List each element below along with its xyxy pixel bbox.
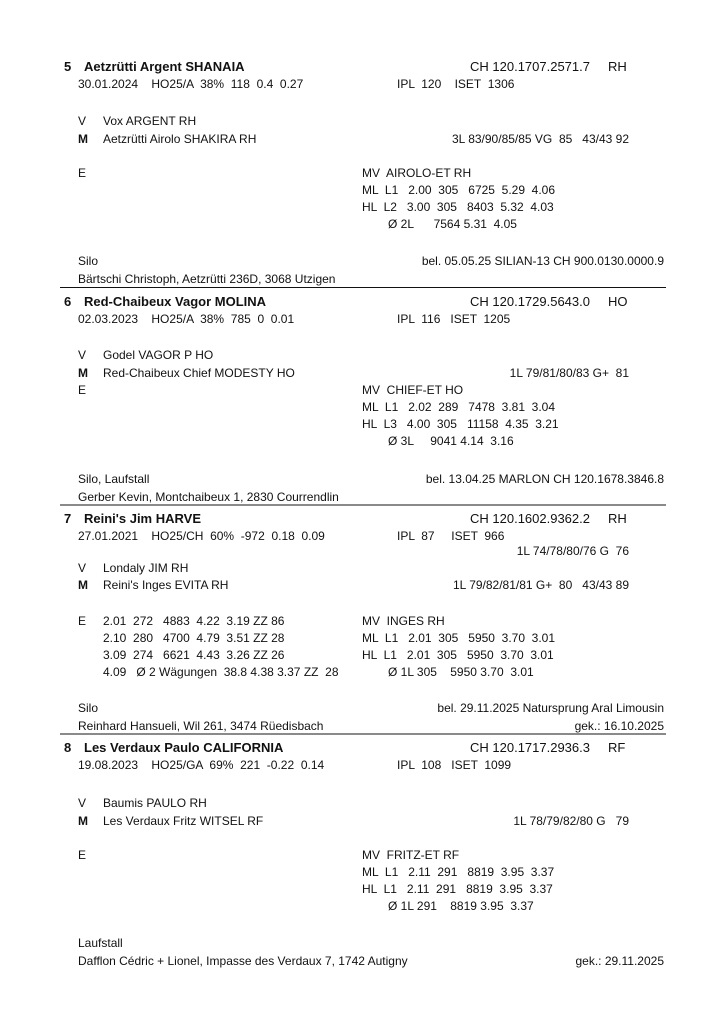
dam-label: M bbox=[78, 814, 88, 828]
sire-label: V bbox=[78, 114, 87, 128]
e-line: 4.09 Ø 2 Wägungen 38.8 4.38 3.37 ZZ 28 bbox=[103, 665, 339, 679]
animal-id: CH 120.1717.2936.3 bbox=[470, 740, 590, 755]
entry-number: 6 bbox=[64, 294, 72, 309]
dam-score: 1L 79/82/81/81 G+ 80 43/43 89 bbox=[452, 578, 629, 592]
dam-label: M bbox=[78, 132, 88, 146]
owner: Reinhard Hansueli, Wil 261, 3474 Rüedisbach bbox=[78, 719, 324, 733]
entry-separator bbox=[60, 287, 666, 288]
mv-line: MV INGES RH bbox=[362, 614, 445, 628]
housing: Silo bbox=[78, 701, 99, 715]
entry-separator bbox=[60, 733, 666, 735]
ml-line: ML L1 2.01 305 5950 3.70 3.01 bbox=[362, 631, 556, 645]
animal-id: CH 120.1707.2571.7 bbox=[470, 59, 590, 74]
dam-name: Aetzrütti Airolo SHAKIRA RH bbox=[103, 132, 257, 146]
housing: Silo, Laufstall bbox=[78, 472, 150, 486]
entry-number: 5 bbox=[64, 59, 72, 74]
entry-number: 8 bbox=[64, 740, 72, 755]
birth-info: 30.01.2024 HO25/A 38% 118 0.4 0.27 bbox=[78, 77, 304, 91]
e-label: E bbox=[78, 848, 87, 862]
animal-name: Red-Chaibeux Vagor MOLINA bbox=[84, 294, 267, 309]
mv-line: MV AIROLO-ET RH bbox=[362, 166, 472, 180]
housing: Silo bbox=[78, 254, 99, 268]
owner: Dafflon Cédric + Lionel, Impasse des Verdaux 7, 1742 Autigny bbox=[78, 954, 408, 968]
entry-number: 7 bbox=[64, 511, 72, 526]
ipl-iset: IPL 120 ISET 1306 bbox=[397, 77, 515, 91]
e-line: 2.01 272 4883 4.22 3.19 ZZ 86 bbox=[103, 614, 285, 628]
sire-label: V bbox=[78, 348, 87, 362]
own-score: 1L 74/78/80/76 G 76 bbox=[516, 544, 629, 558]
dam-score: 1L 78/79/82/80 G 79 bbox=[513, 814, 629, 828]
dam-label: M bbox=[78, 366, 88, 380]
ipl-iset: IPL 87 ISET 966 bbox=[397, 529, 505, 543]
average-line: Ø 3L 9041 4.14 3.16 bbox=[388, 434, 514, 448]
ml-line: ML L1 2.02 289 7478 3.81 3.04 bbox=[362, 400, 556, 414]
e-line: 2.10 280 4700 4.79 3.51 ZZ 28 bbox=[103, 631, 285, 645]
insemination: bel. 05.05.25 SILIAN-13 CH 900.0130.0000.9 bbox=[421, 254, 664, 268]
sire-name: Londaly JIM RH bbox=[103, 561, 189, 575]
dam-label: M bbox=[78, 578, 88, 592]
animal-id: CH 120.1729.5643.0 bbox=[470, 294, 590, 309]
ipl-iset: IPL 108 ISET 1099 bbox=[397, 758, 512, 772]
ml-line: ML L1 2.11 291 8819 3.95 3.37 bbox=[362, 865, 555, 879]
e-label: E bbox=[78, 614, 87, 628]
mv-line: MV CHIEF-ET HO bbox=[362, 383, 464, 397]
e-label: E bbox=[78, 383, 87, 397]
animal-id: CH 120.1602.9362.2 bbox=[470, 511, 590, 526]
insemination: bel. 13.04.25 MARLON CH 120.1678.3846.8 bbox=[425, 472, 664, 486]
sire-label: V bbox=[78, 561, 87, 575]
dam-name: Les Verdaux Fritz WITSEL RF bbox=[103, 814, 264, 828]
entry-separator bbox=[60, 504, 666, 506]
owner: Gerber Kevin, Montchaibeux 1, 2830 Courrendlin bbox=[78, 490, 339, 504]
birth-info: 19.08.2023 HO25/GA 69% 221 -0.22 0.14 bbox=[78, 758, 325, 772]
sire-name: Godel VAGOR P HO bbox=[103, 348, 214, 362]
sire-label: V bbox=[78, 796, 87, 810]
housing: Laufstall bbox=[78, 936, 123, 950]
breed: RF bbox=[608, 740, 626, 755]
average-line: Ø 1L 305 5950 3.70 3.01 bbox=[388, 665, 534, 679]
sire-name: Baumis PAULO RH bbox=[103, 796, 207, 810]
animal-name: Reini's Jim HARVE bbox=[84, 511, 201, 526]
animal-name: Aetzrütti Argent SHANAIA bbox=[84, 59, 245, 74]
birth-info: 02.03.2023 HO25/A 38% 785 0 0.01 bbox=[78, 312, 295, 326]
dam-score: 3L 83/90/85/85 VG 85 43/43 92 bbox=[451, 132, 629, 146]
birth-info: 27.01.2021 HO25/CH 60% -972 0.18 0.09 bbox=[78, 529, 325, 543]
insemination: bel. 29.11.2025 Natursprung Aral Limousin bbox=[437, 701, 664, 715]
breed: HO bbox=[608, 294, 628, 309]
dam-score: 1L 79/81/80/83 G+ 81 bbox=[509, 366, 629, 380]
hl-line: HL L3 4.00 305 11158 4.35 3.21 bbox=[362, 417, 559, 431]
purchase-date: gek.: 29.11.2025 bbox=[575, 954, 664, 968]
ipl-iset: IPL 116 ISET 1205 bbox=[397, 312, 511, 326]
ml-line: ML L1 2.00 305 6725 5.29 4.06 bbox=[362, 183, 556, 197]
purchase-date: gek.: 16.10.2025 bbox=[574, 719, 664, 733]
average-line: Ø 2L 7564 5.31 4.05 bbox=[388, 217, 517, 231]
e-line: 3.09 274 6621 4.43 3.26 ZZ 26 bbox=[103, 648, 285, 662]
breed: RH bbox=[608, 59, 627, 74]
dam-name: Reini's Inges EVITA RH bbox=[103, 578, 229, 592]
dam-name: Red-Chaibeux Chief MODESTY HO bbox=[103, 366, 295, 380]
hl-line: HL L1 2.01 305 5950 3.70 3.01 bbox=[362, 648, 554, 662]
breed: RH bbox=[608, 511, 627, 526]
hl-line: HL L2 3.00 305 8403 5.32 4.03 bbox=[362, 200, 554, 214]
animal-name: Les Verdaux Paulo CALIFORNIA bbox=[84, 740, 284, 755]
mv-line: MV FRITZ-ET RF bbox=[362, 848, 460, 862]
hl-line: HL L1 2.11 291 8819 3.95 3.37 bbox=[362, 882, 553, 896]
average-line: Ø 1L 291 8819 3.95 3.37 bbox=[388, 899, 534, 913]
sire-name: Vox ARGENT RH bbox=[103, 114, 197, 128]
owner: Bärtschi Christoph, Aetzrütti 236D, 3068 Utzigen bbox=[78, 272, 336, 286]
e-label: E bbox=[78, 166, 87, 180]
